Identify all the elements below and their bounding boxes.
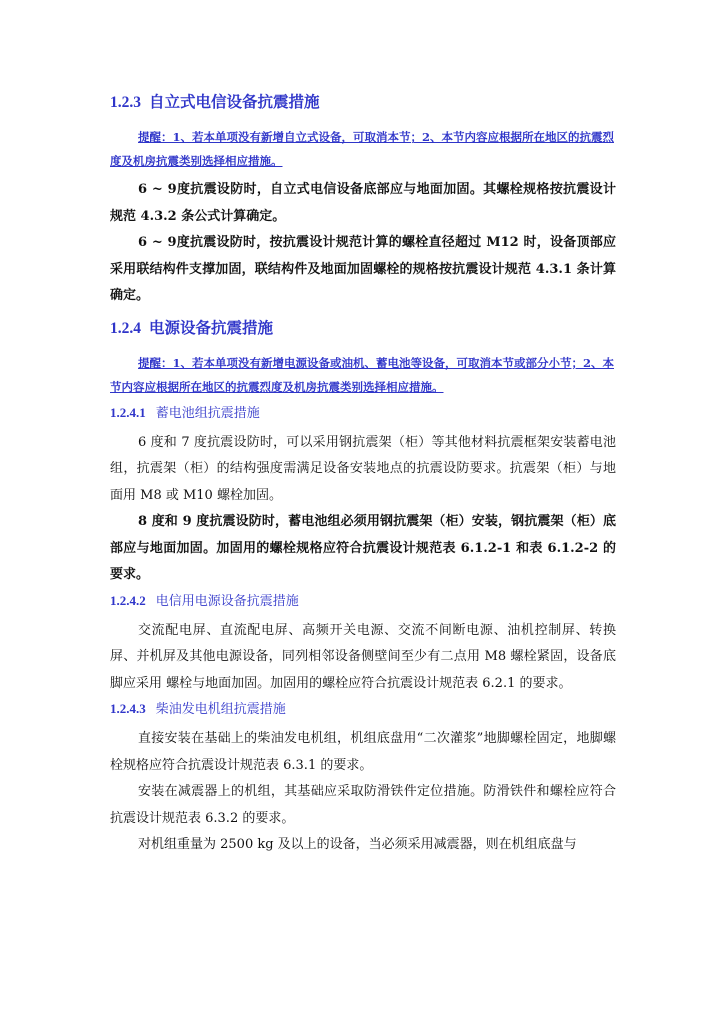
paragraph: 6 ~ 9度抗震设防时，按抗震设计规范计算的螺栓直径超过 M12 时，设备顶部应采用联结构件支撑加固，联结构件及地面加固螺栓的规格按抗震设计规范 4.3.1 条计算确定。	[110, 235, 616, 303]
heading-1-2-4-3	[110, 699, 616, 720]
document-page	[110, 90, 616, 859]
heading-title: 自立式电信设备抗震措施	[149, 93, 320, 111]
heading-title: 蓄电池组抗震措施	[155, 405, 260, 421]
heading-number: 1.2.4.3	[110, 701, 146, 716]
heading-number: 1.2.4.1	[110, 404, 146, 420]
reminder-note: 提醒：1、若本单项没有新增电源设备或油机、蓄电池等设备，可取消本节或部分小节；2、本节内容应根据所在地区的抗震烈度及机房抗震类别选择相应措施。	[110, 355, 614, 394]
paragraph: 6 ~ 9度抗震设防时，自立式电信设备底部应与地面加固。其螺栓规格按抗震设计规范 4.3.2 条公式计算确定。	[110, 182, 616, 224]
heading-1-2-4-2	[110, 591, 616, 612]
heading-title: 电信用电源设备抗震措施	[155, 593, 299, 609]
reminder-note: 提醒：1、若本单项没有新增自立式设备，可取消本节；2、本节内容应根据所在地区的抗震烈度及机房抗震类别选择相应措施。	[110, 130, 614, 168]
paragraph: 直接安装在基础上的柴油发电机组，机组底盘用“二次灌浆”地脚螺栓固定，地脚螺栓规格应符合抗震设计规范表 6.3.1 的要求。	[110, 731, 616, 773]
heading-number: 1.2.4.2	[110, 592, 146, 608]
paragraph: 6 度和 7 度抗震设防时，可以采用钢抗震架（柜）等其他材料抗震框架安装蓄电池组，抗震架（柜）的结构强度需满足设备安装地点的抗震设防要求。抗震架（柜）与地面用 M8 或 M10 螺栓加固。	[110, 434, 616, 503]
paragraph: 8 度和 9 度抗震设防时，蓄电池组必须用钢抗震架（柜）安装，钢抗震架（柜）底部应与地面加固。加固用的螺栓规格应符合抗震设计规范表 6.1.2-1 和表 6.1.2-2 的要求。	[110, 514, 616, 582]
heading-number: 1.2.4	[110, 319, 141, 337]
paragraph: 交流配电屏、直流配电屏、高频开关电源、交流不间断电源、油机控制屏、转换屏、并机屏及其他电源设备，同列相邻设备侧壁间至少有二点用 M8 螺栓紧固，设备底脚应采用 螺栓与地面加固。加固用的螺栓应符合抗震设计规范表 6.2.1 的要求。	[110, 622, 616, 691]
heading-title: 柴油发电机组抗震措施	[155, 702, 286, 717]
heading-1-2-3	[110, 90, 616, 115]
heading-title: 电源设备抗震措施	[149, 318, 274, 337]
heading-1-2-4	[110, 316, 616, 341]
paragraph: 对机组重量为 2500 kg 及以上的设备，当必须采用减震器，则在机组底盘与	[138, 837, 577, 852]
paragraph: 安装在减震器上的机组，其基础应采取防滑铁件定位措施。防滑铁件和螺栓应符合抗震设计规范表 6.3.2 的要求。	[110, 784, 616, 826]
heading-1-2-4-1	[110, 403, 616, 424]
heading-number: 1.2.3	[110, 94, 141, 111]
